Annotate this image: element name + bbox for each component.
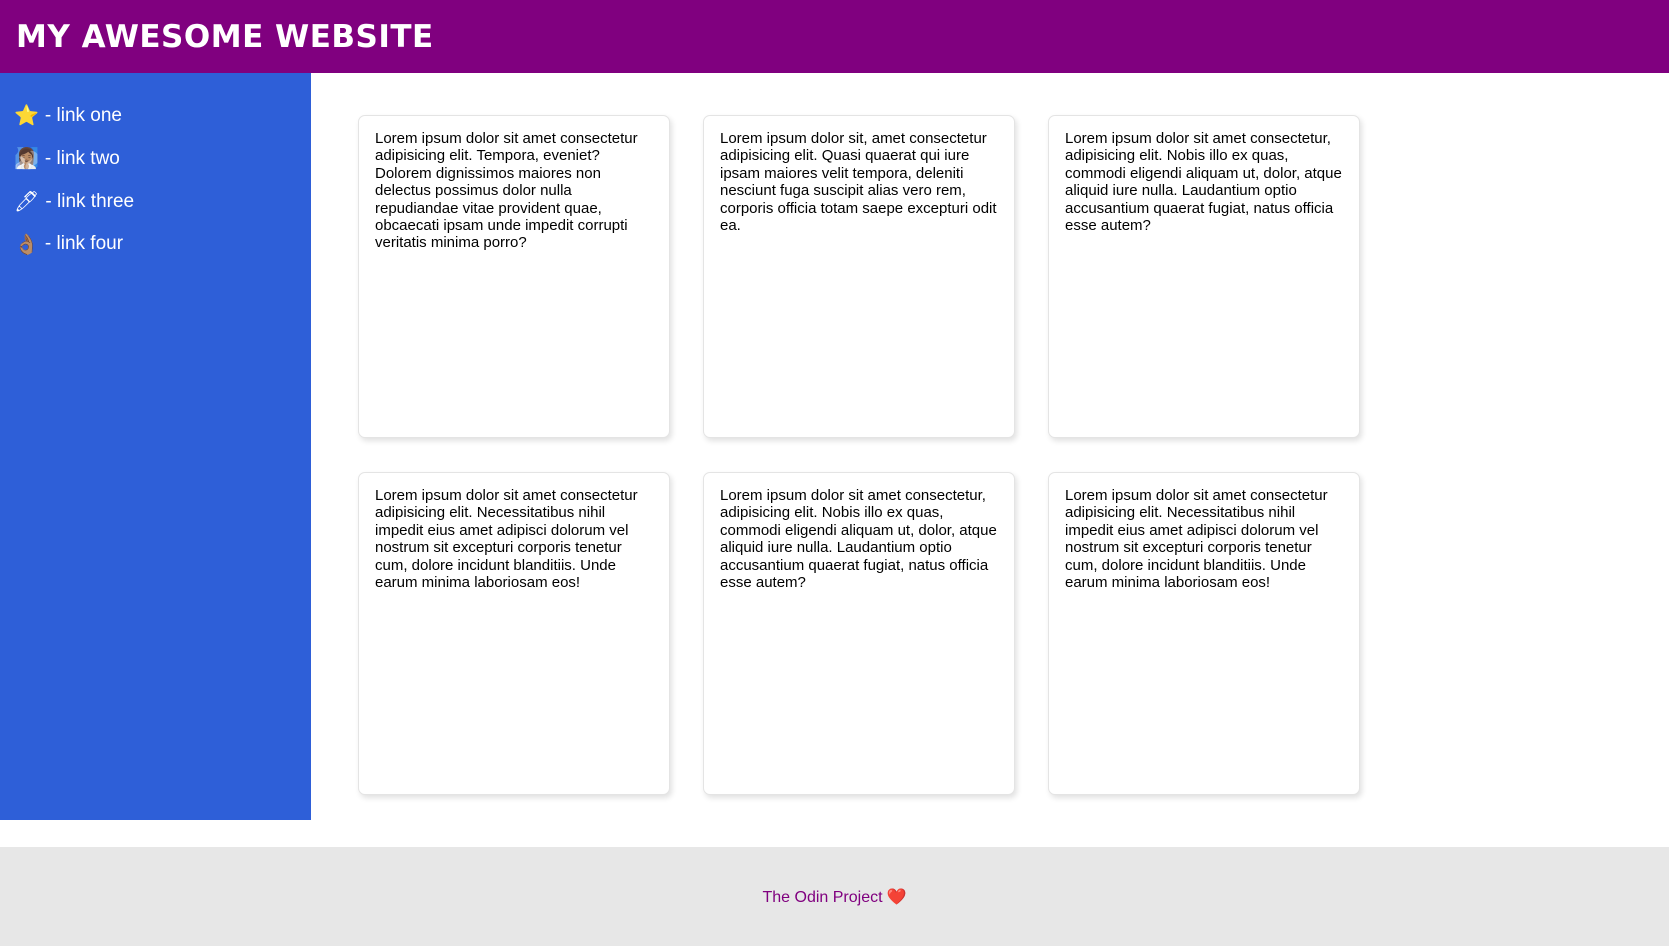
content-card[interactable] [1048, 472, 1360, 795]
content-card[interactable] [358, 115, 670, 438]
page-title: MY AWESOME WEBSITE [16, 18, 434, 55]
sidebar-item-label: - link three [45, 190, 135, 212]
footer-credit [763, 887, 907, 907]
pen-icon: 🖊 [14, 190, 40, 213]
heart-icon: ❤️ [886, 888, 907, 906]
card-text: Lorem ipsum dolor sit amet consectetur adipisicing elit. Necessitatibus nihil impedit eius amet adipisci dolorum vel nostrum sit excepturi corporis tenetur cum, dolore incidunt blanditiis. Unde earum minima laboriosam eos! [375, 487, 638, 591]
content-card[interactable] [358, 472, 670, 795]
star-icon: ⭐ [14, 105, 39, 128]
person-icon: 🧖🏽‍♀️ [14, 148, 39, 171]
sidebar-item-link-one[interactable] [0, 95, 311, 138]
sidebar-item-label: - link two [44, 147, 120, 169]
card-text: Lorem ipsum dolor sit amet consectetur, adipisicing elit. Nobis illo ex quas, commodi eligendi aliquam ut, dolor, atque aliquid iure nulla. Laudantium optio accusantium quaerat fugiat, natus officia esse autem? [720, 487, 997, 591]
content-card[interactable] [703, 115, 1015, 438]
content-card[interactable] [1048, 115, 1360, 438]
main-content [311, 73, 1669, 820]
content-card[interactable] [703, 472, 1015, 795]
sidebar-item-label: - link one [44, 105, 123, 126]
card-text: Lorem ipsum dolor sit amet consectetur adipisicing elit. Tempora, eveniet? Dolorem dignissimos maiores non delectus possimus dolor nulla repudiandae vitae provident quae, obcaecati ipsam unde impedit corrupti veritatis minima porro? [375, 130, 638, 252]
footer-credit-label: The Odin Project [762, 888, 883, 906]
card-text: Lorem ipsum dolor sit amet consectetur adipisicing elit. Necessitatibus nihil impedit eius amet adipisci dolorum vel nostrum sit excepturi corporis tenetur cum, dolore incidunt blanditiis. Unde earum minima laboriosam eos! [1065, 487, 1328, 591]
card-grid [311, 115, 1669, 795]
sidebar-item-link-two[interactable] [0, 138, 311, 181]
site-header [0, 0, 1669, 73]
site-footer [0, 847, 1669, 946]
body-row [0, 73, 1669, 847]
card-text: Lorem ipsum dolor sit, amet consectetur adipisicing elit. Quasi quaerat qui iure ipsam maiores velit tempora, deleniti nesciunt fuga suscipit alias vero rem, corporis officia totam saepe excepturi odit ea. [720, 130, 997, 234]
ok-hand-icon: 👌🏽 [14, 233, 39, 256]
card-text: Lorem ipsum dolor sit amet consectetur, adipisicing elit. Nobis illo ex quas, commodi eligendi aliquam ut, dolor, atque aliquid iure nulla. Laudantium optio accusantium quaerat fugiat, natus officia esse autem? [1065, 130, 1342, 234]
sidebar-item-label: - link four [44, 233, 124, 255]
sidebar [0, 73, 311, 820]
sidebar-item-link-four[interactable] [0, 223, 311, 266]
sidebar-item-link-three[interactable] [0, 181, 311, 224]
